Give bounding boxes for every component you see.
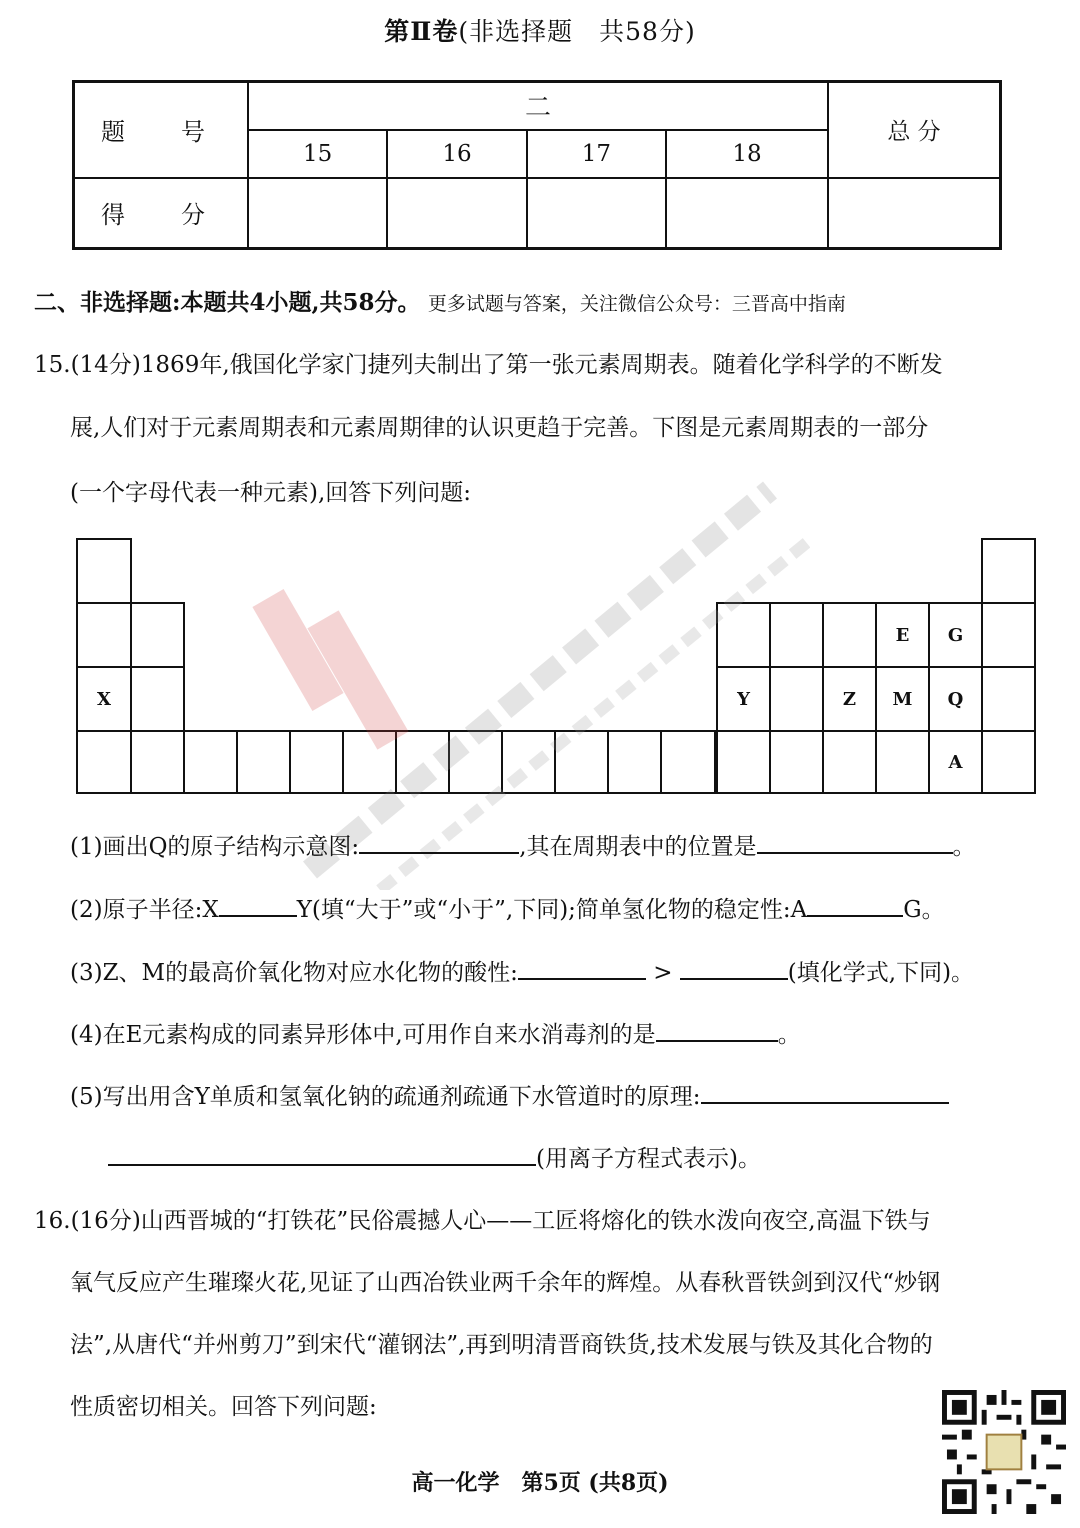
pt-cell-a: A	[928, 730, 983, 794]
pt-cell-m: M	[875, 666, 930, 732]
pt-cell	[130, 666, 185, 732]
answer-blank-allotrope[interactable]	[656, 1018, 778, 1042]
score-cell-17	[527, 178, 666, 249]
page-footer: 高一化学 第5页 (共8页)	[411, 1470, 669, 1496]
q15-line-3: (一个字母代表一种元素),回答下列问题:	[70, 480, 472, 506]
pt-cell-g: G	[928, 602, 983, 668]
answer-blank-q-structure[interactable]	[359, 830, 519, 854]
q15-part5-cont	[108, 1142, 761, 1174]
q15-part4	[70, 1018, 801, 1050]
pt-cell	[981, 538, 1036, 604]
q16-line-4: 性质密切相关。回答下列问题:	[70, 1394, 377, 1420]
score-col-16: 16	[387, 130, 526, 178]
q15-part2	[70, 893, 945, 925]
q15-part4-text-a: (4)在E元素构成的同素异形体中,可用作自来水消毒剂的是	[70, 1022, 656, 1048]
pt-cell-x: X	[76, 666, 132, 732]
score-cell-18	[666, 178, 828, 249]
pt-cell-e: E	[875, 602, 930, 668]
score-section-label: 二	[248, 82, 828, 130]
q15-part1-text-a: (1)画出Q的原子结构示意图:	[70, 834, 360, 860]
score-total-label: 总 分	[828, 82, 1001, 178]
q15-part1	[70, 830, 976, 862]
section-header-text: 二、非选择题:本题共4小题,共58分。	[34, 289, 421, 316]
score-col-15: 15	[248, 130, 387, 178]
q15-part5-text-b: (用离子方程式表示)。	[536, 1146, 761, 1172]
section-header	[34, 288, 846, 319]
score-label-question: 题 号	[74, 82, 249, 178]
title-main: 第Ⅱ卷	[384, 17, 459, 46]
pt-cell	[183, 730, 238, 794]
watermark-graphic	[250, 470, 810, 890]
pt-cell-z: Z	[822, 666, 877, 732]
title-sub: (非选择题 共58分)	[458, 17, 696, 46]
q15-part3-text-a: (3)Z、M的最高价氧化物对应水化物的酸性:	[70, 960, 518, 986]
q15-part3-text-c: (填化学式,下同)。	[787, 960, 975, 986]
pt-cell	[875, 730, 930, 794]
pt-cell	[981, 602, 1036, 668]
q16-line-3: 法”,从唐代“并州剪刀”到宋代“灌钢法”,再到明清晋商铁货,技术发展与铁及其化合物的	[70, 1332, 933, 1358]
answer-blank-stability[interactable]	[807, 893, 903, 917]
q15-part2-text-a: (2)原子半径:X	[70, 897, 219, 923]
q15-part3	[70, 956, 974, 988]
pt-cell-q: Q	[928, 666, 983, 732]
pt-cell	[981, 730, 1036, 794]
pt-cell-y: Y	[716, 666, 771, 732]
score-col-17: 17	[527, 130, 666, 178]
q15-part5-text-a: (5)写出用含Y单质和氢氧化钠的疏通剂疏通下水管道时的原理:	[70, 1084, 701, 1110]
q15-part4-text-b: 。	[777, 1022, 801, 1048]
score-col-18: 18	[666, 130, 828, 178]
answer-blank-acid-1[interactable]	[518, 956, 646, 980]
pt-cell	[76, 730, 132, 794]
pt-cell	[822, 730, 877, 794]
q16-line-2: 氧气反应产生璀璨火花,见证了山西冶铁业两千余年的辉煌。从春秋晋铁剑到汉代“炒钢	[70, 1270, 941, 1296]
q15-part2-text-b: Y(填“大于”或“小于”,下同);简单氢化物的稳定性:A	[296, 897, 808, 923]
answer-blank-q-position[interactable]	[757, 830, 953, 854]
answer-blank-equation-1[interactable]	[701, 1080, 949, 1104]
answer-blank-radius[interactable]	[219, 893, 297, 917]
score-cell-15	[248, 178, 387, 249]
answer-blank-equation-2[interactable]	[108, 1142, 536, 1166]
answer-blank-acid-2[interactable]	[680, 956, 788, 980]
q15-part5	[70, 1080, 949, 1112]
page-title	[0, 12, 1080, 48]
pt-cell	[76, 602, 132, 668]
pt-cell	[981, 666, 1036, 732]
q16-line-1: 16.(16分)山西晋城的“打铁花”民俗震撼人心——工匠将熔化的铁水泼向夜空,高温下铁与	[34, 1208, 931, 1234]
q15-part1-text-b: ,其在周期表中的位置是	[519, 834, 757, 860]
section-header-note: 更多试题与答案，关注微信公众号：三晋高中指南	[427, 293, 846, 315]
score-label-points: 得 分	[74, 178, 249, 249]
q15-part3-gt: >	[653, 960, 673, 986]
pt-cell	[130, 730, 185, 794]
score-cell-total	[828, 178, 1001, 249]
pt-cell	[822, 602, 877, 668]
q15-part2-text-c: G。	[903, 897, 945, 923]
score-cell-16	[387, 178, 526, 249]
q15-line-1: 15.(14分)1869年,俄国化学家门捷列夫制出了第一张元素周期表。随着化学科学的不断发	[34, 352, 943, 378]
q15-line-2: 展,人们对于元素周期表和元素周期律的认识更趋于完善。下图是元素周期表的一部分	[70, 415, 929, 441]
score-table	[72, 80, 1002, 250]
pt-cell	[76, 538, 132, 604]
q15-part1-text-c: 。	[952, 834, 976, 860]
pt-cell	[130, 602, 185, 668]
